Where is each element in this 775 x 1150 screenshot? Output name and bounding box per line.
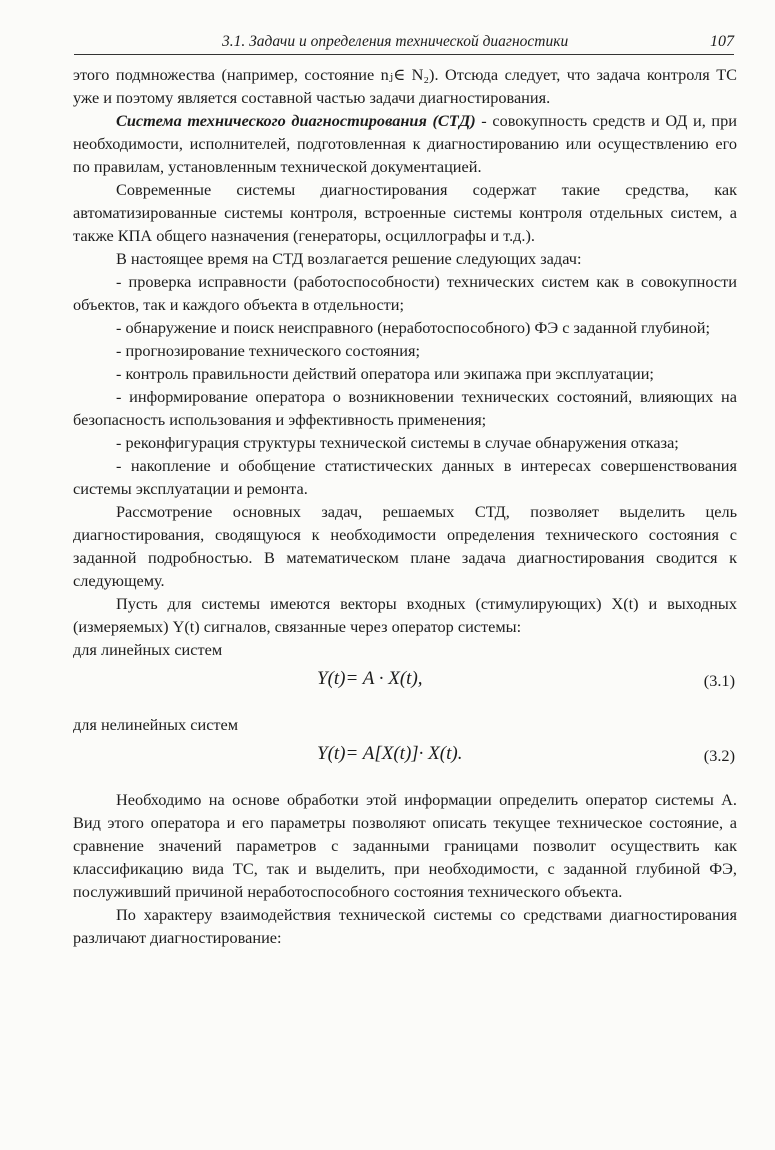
paragraph: Современные системы диагностирования содержат такие средства, как автоматизированные системы контроля, встроенные системы контроля отдельных систем, а также КПА общего назначения (генераторы, осциллографы и т.д.). <box>73 180 737 245</box>
paragraph: По характеру взаимодействия технической системы со средствами диагностирования различают диагностирование: <box>73 905 737 947</box>
formula-number: (3.2) <box>703 746 735 765</box>
list-item: - проверка исправности (работоспособности) технических систем как в совокупности объектов, так и каждого объекта в отдельности; <box>73 272 737 314</box>
formula-expression: Y(t)= A[X(t)]· X(t). <box>317 743 463 764</box>
list-item: - реконфигурация структуры технической системы в случае обнаружения отказа; <box>116 433 679 452</box>
page-number: 107 <box>710 33 734 50</box>
paragraph: Необходимо на основе обработки этой информации определить оператор системы А. Вид этого оператора и его параметры позволяют описать текущее техническое состояние, а сравнение значений параметров с заданными границами позволит осуществить как классификацию вида ТС, так и выделить, при необходимости, с заданной глубиной ФЭ, послуживший причиной неработоспособного состояния технического объекта. <box>73 790 737 901</box>
formula-3-2 <box>73 736 737 776</box>
body-text <box>73 63 737 949</box>
list-item: - накопление и обобщение статистических данных в интересах совершенствования системы эксплуатации и ремонта. <box>73 456 737 498</box>
list-item: - прогнозирование технического состояния; <box>116 341 420 360</box>
list-item: - контроль правильности действий оператора или экипажа при эксплуатации; <box>116 364 654 383</box>
definition-text: - совокупность средств и ОД и, при необходимости, исполнителей, подготовленная к диагностированию или осуществлению его по правилам, установленным технической документацией. <box>73 111 737 176</box>
paragraph: Рассмотрение основных задач, решаемых СТД, позволяет выделить цель диагностирования, сводящуюся к необходимости определения технического состояния с заданной подробностью. В математическом плане задача диагностирования сводится к следующему. <box>73 502 737 590</box>
list-item: - информирование оператора о возникновении технических состояний, влияющих на безопасность использования и эффективность применения; <box>73 387 737 429</box>
list-item: - обнаружение и поиск неисправного (неработоспособного) ФЭ с заданной глубиной; <box>116 318 710 337</box>
definition-paragraph <box>73 109 737 178</box>
running-header <box>74 28 734 55</box>
paragraph: В настоящее время на СТД возлагается решение следующих задач: <box>116 249 582 268</box>
formula-label: для нелинейных систем <box>73 715 239 734</box>
paragraph: этого подмножества (например, состояние nⱼ∈ N₂). Отсюда следует, что задача контроля ТС уже и поэтому является составной частью задачи диагностирования. <box>73 65 737 107</box>
defined-term: Система технического диагностирования (СТД) <box>116 111 476 130</box>
formula-3-1 <box>73 661 737 701</box>
formula-expression: Y(t)= A · X(t), <box>317 668 423 689</box>
section-title: 3.1. Задачи и определения технической диагностики <box>222 33 569 50</box>
formula-label: для линейных систем <box>73 640 223 659</box>
paragraph: Пусть для системы имеются векторы входных (стимулирующих) X(t) и выходных (измеряемых) Y(t) сигналов, связанные через оператор системы: <box>73 594 737 636</box>
formula-number: (3.1) <box>703 671 735 690</box>
